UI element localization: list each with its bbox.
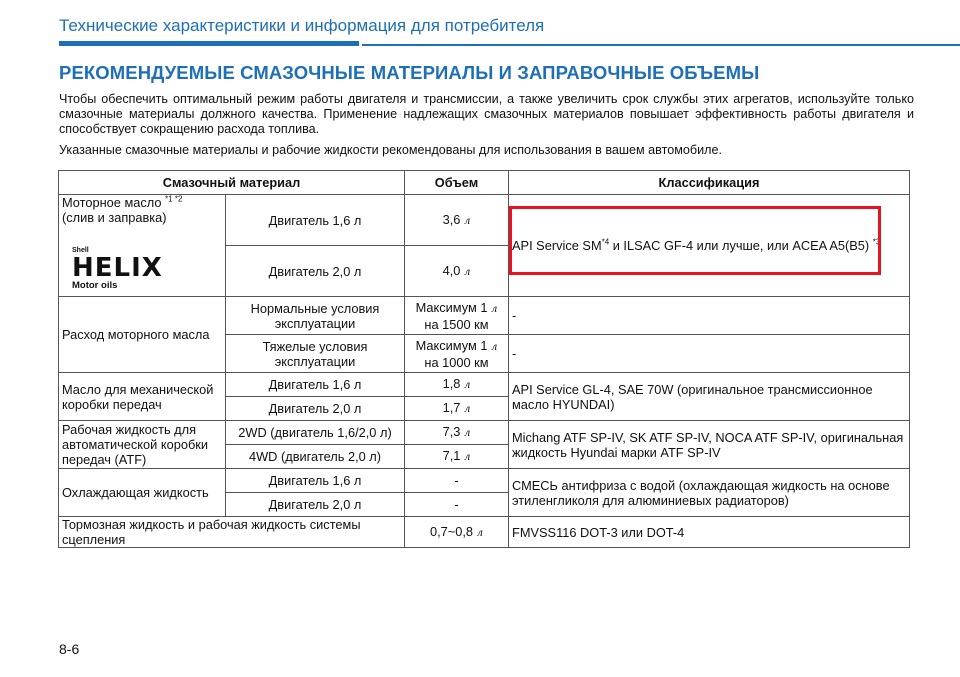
atf-condition-2: 4WD (двигатель 2,0 л) — [226, 445, 405, 469]
coolant-label: Охлаждающая жидкость — [59, 469, 226, 517]
table-row — [59, 469, 910, 493]
engine-oil-volume-2: 4,0 л — [405, 246, 509, 297]
logo-product: HELIX — [72, 253, 163, 283]
header-volume: Объем — [405, 171, 509, 195]
highlight-box — [509, 206, 881, 275]
oil-consumption-volume-1: Максимум 1 л на 1500 км — [405, 297, 509, 335]
brake-fluid-classification: FMVSS116 DOT-3 или DOT-4 — [509, 517, 910, 548]
manual-trans-classification: API Service GL-4, SAE 70W (оригинальное трансмиссионное масло HYUNDAI) — [509, 373, 910, 421]
table-row — [59, 421, 910, 445]
oil-consumption-condition-1: Нормальные условия эксплуатации — [226, 297, 405, 335]
header-lubricant: Смазочный материал — [59, 171, 405, 195]
page-header-title: Технические характеристики и информация для потребителя — [59, 16, 545, 35]
engine-oil-label-cell — [59, 195, 226, 297]
engine-oil-condition-2: Двигатель 2,0 л — [226, 246, 405, 297]
engine-oil-volume-1: 3,6 л — [405, 195, 509, 246]
oil-consumption-label: Расход моторного масла — [59, 297, 226, 373]
manual-trans-volume-1: 1,8 л — [405, 373, 509, 397]
engine-oil-label: Моторное масло — [62, 195, 162, 210]
coolant-classification: СМЕСЬ антифриза с водой (охлаждающая жидкость на основе этиленгликоля для алюминиевых радиаторов) — [509, 469, 910, 517]
manual-trans-condition-1: Двигатель 1,6 л — [226, 373, 405, 397]
table-row — [59, 517, 910, 548]
table-row — [59, 297, 910, 335]
engine-oil-label-2: (слив и заправка) — [62, 210, 167, 225]
engine-oil-footnote: *1 *2 — [165, 194, 183, 204]
manual-trans-condition-2: Двигатель 2,0 л — [226, 397, 405, 421]
table-header-row — [59, 171, 910, 195]
logo-tagline: Motor oils — [72, 280, 118, 291]
header-rule-thick — [59, 41, 359, 46]
manual-trans-label: Масло для механической коробки передач — [59, 373, 226, 421]
coolant-volume-2: - — [405, 493, 509, 517]
atf-volume-2: 7,1 л — [405, 445, 509, 469]
coolant-volume-1: - — [405, 469, 509, 493]
oil-consumption-condition-2: Тяжелые условия эксплуатации — [226, 335, 405, 373]
coolant-condition-2: Двигатель 2,0 л — [226, 493, 405, 517]
page-number: 8-6 — [59, 641, 80, 657]
intro-paragraph: Чтобы обеспечить оптимальный режим работы двигателя и трансмиссии, а также увеличить срок службы этих агрегатов, используйте только смазочные материалы должного качества. Применение надлежащих смазочных материалов повышает эффективность работы двигателя и способствует сокращению расхода топлива. — [59, 92, 914, 136]
table-row — [59, 373, 910, 397]
atf-classification: Michang ATF SP-IV, SK ATF SP-IV, NOCA ATF SP-IV, оригинальная жидкость Hyundai марки ATF SP-IV — [509, 421, 910, 469]
logo-brand: Shell — [72, 247, 89, 254]
engine-oil-classification: API Service SM$^{*4}$ и ILSAC GF-4 или лучше, или ACEA A5(B5) $^{*3}$ — [509, 195, 910, 297]
header-classification: Классификация — [509, 171, 910, 195]
engine-oil-condition-1: Двигатель 1,6 л — [226, 195, 405, 246]
oil-consumption-volume-2: Максимум 1 л на 1000 км — [405, 335, 509, 373]
atf-volume-1: 7,3 л — [405, 421, 509, 445]
header-rule-thin — [362, 44, 960, 46]
atf-label: Рабочая жидкость для автоматической коробки передач (ATF) — [59, 421, 226, 469]
coolant-condition-1: Двигатель 1,6 л — [226, 469, 405, 493]
oil-consumption-classification-1: - — [509, 297, 910, 335]
brake-fluid-label: Тормозная жидкость и рабочая жидкость системы сцепления — [59, 517, 405, 548]
intro-paragraph-2: Указанные смазочные материалы и рабочие жидкости рекомендованы для использования в вашем автомобиле. — [59, 143, 722, 157]
brake-fluid-volume: 0,7~0,8 л — [405, 517, 509, 548]
oil-consumption-classification-2: - — [509, 335, 910, 373]
atf-condition-1: 2WD (двигатель 1,6/2,0 л) — [226, 421, 405, 445]
manual-trans-volume-2: 1,7 л — [405, 397, 509, 421]
section-title: РЕКОМЕНДУЕМЫЕ СМАЗОЧНЫЕ МАТЕРИАЛЫ И ЗАПРАВОЧНЫЕ ОБЪЕМЫ — [59, 62, 760, 83]
shell-helix-logo — [72, 247, 182, 291]
